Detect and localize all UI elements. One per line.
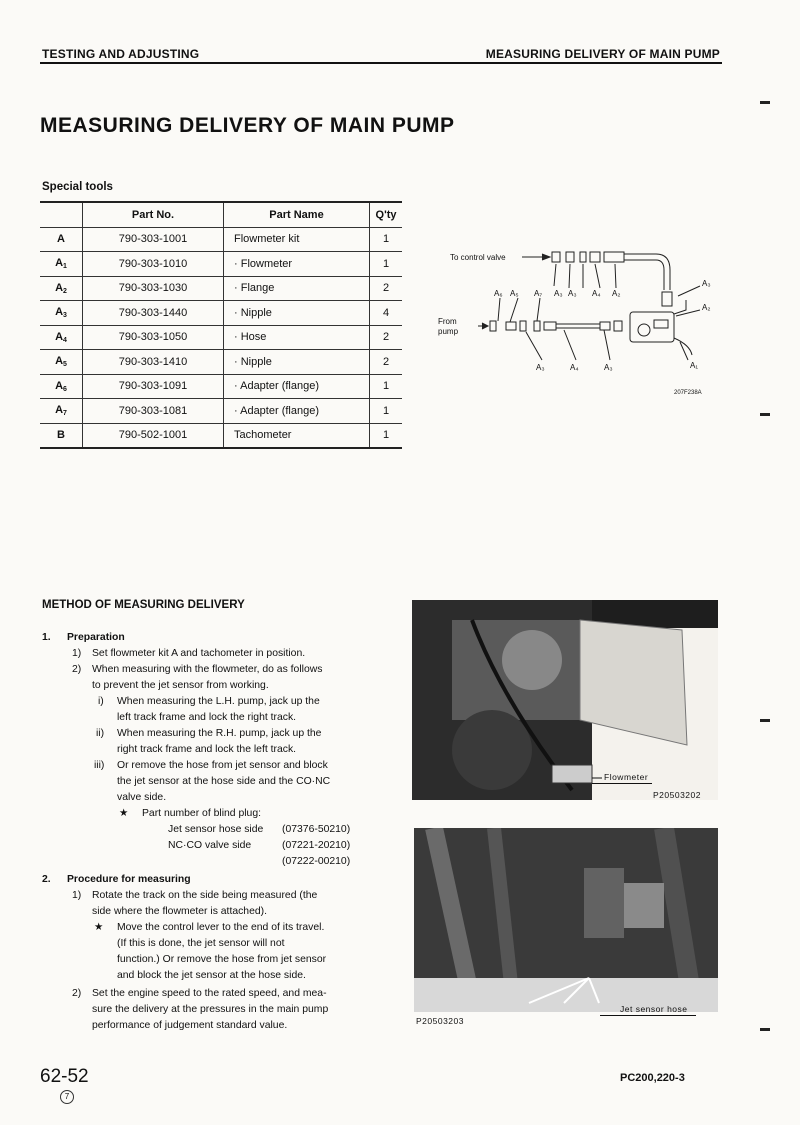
table-row [40,252,402,277]
label-a1: A₁ [690,361,699,370]
row-part-name: · Flange [224,276,370,301]
header-left: TESTING AND ADJUSTING [42,47,200,61]
row-part-no: 790-303-1010 [83,252,224,277]
header-rule [40,62,722,64]
margin-mark [760,413,770,416]
jet-sensor-leader-line [600,1015,696,1016]
special-tools-rows [40,227,402,448]
blind-plug-title: Part number of blind plug: [142,808,261,819]
row-qty: 2 [370,276,403,301]
jet-sensor-photo-image [414,828,718,1012]
step-1-2-number: 2) [72,664,82,675]
col-part-no: Part No. [83,202,224,227]
table-row [40,399,402,424]
flowmeter-connection-diagram [430,230,730,400]
blind-plug-2-number: (07221-20210) [282,840,351,851]
blind-plug-1-number: (07376-50210) [282,824,351,835]
step-2-note-c: function.) Or remove the hose from jet sensor [117,954,327,965]
row-symbol-subscript: 4 [63,336,67,344]
item-iii-text-c: valve side. [117,792,167,803]
table-row [40,374,402,399]
item-i-text-b: left track frame and lock the right track. [117,712,297,723]
step-2-number: 2. [42,874,51,885]
row-symbol-letter: A [57,232,65,245]
row-symbol-subscript: 3 [63,312,67,320]
row-part-no: 790-303-1410 [83,350,224,375]
step-2-note-a: Move the control lever to the end of its travel. [117,922,325,933]
row-part-name: · Adapter (flange) [224,374,370,399]
item-ii-text-a: When measuring the R.H. pump, jack up the [117,728,322,739]
row-symbol [40,276,83,301]
row-qty: 2 [370,350,403,375]
row-part-name: · Hose [224,325,370,350]
diagram-code: 207F238A [674,390,702,396]
item-iii-text-b: the jet sensor at the hose side and the CO·NC [117,776,331,787]
item-ii-text-b: right track frame and lock the left track. [117,744,297,755]
label-a3-bottom2: A₃ [604,363,613,372]
item-iii-number: iii) [94,760,105,771]
row-symbol-subscript: 6 [63,385,67,393]
item-i-number: i) [98,696,104,707]
row-symbol [40,301,83,326]
step-2-1-text-a: Rotate the track on the side being measured (the [92,890,318,901]
flowmeter-photo [412,600,718,800]
row-symbol-subscript: 5 [63,361,67,369]
step-1-number: 1. [42,632,51,643]
table-row [40,276,402,301]
step-2-1-number: 1) [72,890,82,901]
special-tools-label: Special tools [42,181,113,193]
row-symbol-subscript: 7 [63,410,67,418]
row-part-name: · Adapter (flange) [224,399,370,424]
item-iii-text-a: Or remove the hose from jet sensor and block [117,760,328,771]
row-symbol [40,399,83,424]
margin-mark [760,719,770,722]
row-symbol-letter: A [55,306,64,319]
page-number: 62-52 [40,1066,89,1087]
table-row [40,301,402,326]
row-symbol-letter: A [55,379,64,392]
label-a3-top2: A₃ [568,289,577,298]
label-a3-right: A₃ [702,279,711,288]
table-row [40,227,402,252]
table-row [40,350,402,375]
step-2-note-d: and block the jet sensor at the hose side. [117,970,306,981]
row-part-no: 790-303-1030 [83,276,224,301]
step-1-1-number: 1) [72,648,82,659]
row-symbol-letter: A [55,281,64,294]
item-ii-number: ii) [96,728,105,739]
col-part-name: Part Name [224,202,370,227]
flowmeter-label: Flowmeter [604,772,649,782]
row-part-name: · Nipple [224,301,370,326]
flowmeter-photo-image [412,600,718,800]
row-qty: 2 [370,325,403,350]
step-2-2-text-a: Set the engine speed to the rated speed, and mea- [92,988,327,999]
row-symbol [40,227,83,252]
margin-mark [760,101,770,104]
row-part-no: 790-303-1091 [83,374,224,399]
revision-mark: 7 [60,1090,74,1104]
method-title: METHOD OF MEASURING DELIVERY [42,599,245,611]
label-a6: A₆ [494,289,503,298]
jet-sensor-photo [414,828,718,1012]
to-control-valve-label: To control valve [450,253,506,262]
photo-1-code: P20503202 [653,790,701,800]
jet-sensor-label: Jet sensor hose [620,1004,688,1014]
label-a7: A₇ [534,289,543,298]
table-header-row [40,202,402,227]
row-symbol-letter: A [55,404,64,417]
star-icon: ★ [119,808,129,819]
table-row [40,325,402,350]
step-2-2-number: 2) [72,988,82,999]
step-2-2-text-c: performance of judgement standard value. [92,1020,288,1031]
row-symbol-letter: A [55,355,64,368]
row-symbol-letter: A [55,330,64,343]
row-qty: 1 [370,423,403,448]
margin-mark [760,1028,770,1031]
row-symbol-subscript: 2 [63,287,67,295]
row-part-name: · Flowmeter [224,252,370,277]
row-qty: 1 [370,252,403,277]
row-qty: 1 [370,374,403,399]
row-symbol-letter: A [55,257,64,270]
row-qty: 4 [370,301,403,326]
row-part-name: · Nipple [224,350,370,375]
label-a3-top1: A₃ [554,289,563,298]
header-right: MEASURING DELIVERY OF MAIN PUMP [485,47,720,61]
label-a3-bottom1: A₃ [536,363,545,372]
step-1-2-text-b: to prevent the jet sensor from working. [92,680,269,691]
row-symbol [40,423,83,448]
from-pump-label-2: pump [438,327,459,336]
row-symbol-subscript: 1 [63,263,67,271]
label-a4-bottom: A₄ [570,363,579,372]
special-tools-table [40,201,402,449]
label-a5: A₅ [510,289,519,298]
row-symbol [40,325,83,350]
step-2-1-text-b: side where the flowmeter is attached). [92,906,267,917]
photo-2-code: P20503203 [416,1016,464,1026]
step-1-2-text-a: When measuring with the flowmeter, do as follows [92,664,323,675]
step-1-1-text: Set flowmeter kit A and tachometer in position. [92,648,306,659]
row-part-name: Flowmeter kit [224,227,370,252]
row-qty: 1 [370,399,403,424]
row-part-no: 790-303-1440 [83,301,224,326]
step-2-2-text-b: sure the delivery at the pressures in the main pump [92,1004,329,1015]
blind-plug-3-number: (07222-00210) [282,856,351,867]
item-i-text-a: When measuring the L.H. pump, jack up the [117,696,320,707]
row-part-name: Tachometer [224,423,370,448]
row-part-no: 790-303-1001 [83,227,224,252]
row-part-no: 790-502-1001 [83,423,224,448]
step-2-title: Procedure for measuring [67,874,191,885]
row-part-no: 790-303-1050 [83,325,224,350]
row-part-no: 790-303-1081 [83,399,224,424]
step-1-title: Preparation [67,632,125,643]
col-qty: Q'ty [370,202,403,227]
row-qty: 1 [370,227,403,252]
model-label: PC200,220-3 [620,1072,685,1084]
row-symbol-letter: B [57,428,65,441]
row-symbol [40,374,83,399]
from-pump-label-1: From [438,317,457,326]
label-a2-top: A₂ [612,289,621,298]
blind-plug-2-label: NC·CO valve side [168,840,252,851]
blind-plug-1-label: Jet sensor hose side [168,824,264,835]
label-a4-top: A₄ [592,289,601,298]
row-symbol [40,350,83,375]
flowmeter-leader-line [592,783,652,784]
step-2-note-b: (If this is done, the jet sensor will not [117,938,285,949]
table-row [40,423,402,448]
star-icon-2: ★ [94,922,104,933]
page-title: MEASURING DELIVERY OF MAIN PUMP [40,114,455,137]
col-symbol [40,202,83,227]
label-a2-right: A₂ [702,303,711,312]
row-symbol [40,252,83,277]
